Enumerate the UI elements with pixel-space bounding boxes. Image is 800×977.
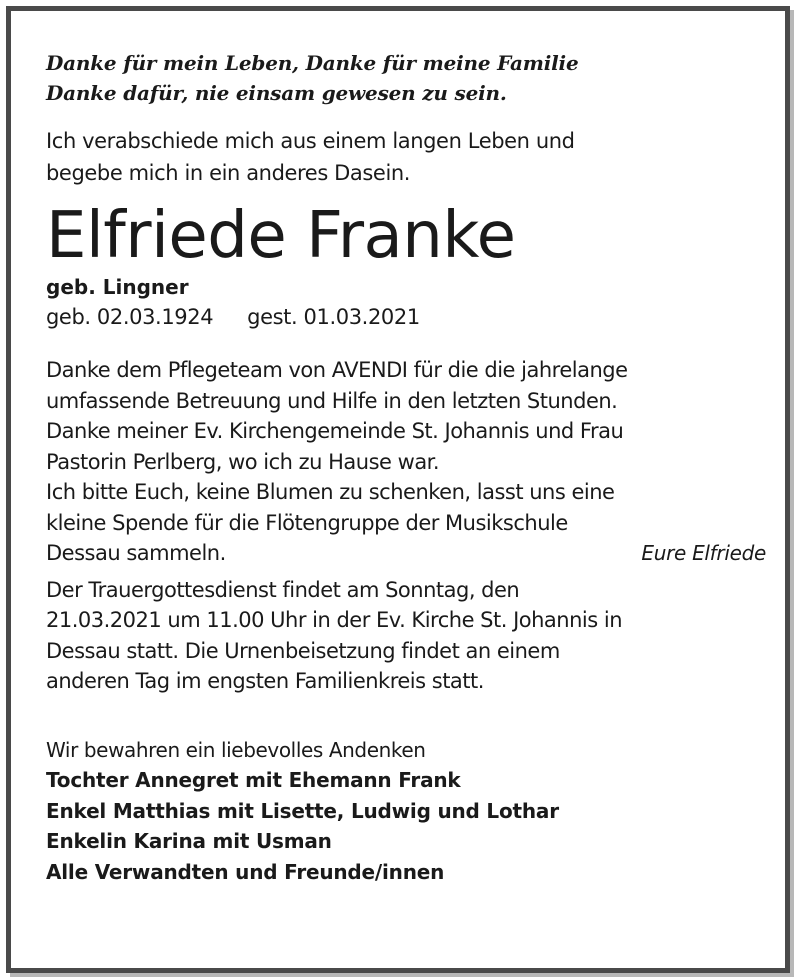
thanks-line: Dessau sammeln. — [46, 541, 226, 565]
motto — [46, 48, 766, 108]
deceased-name: Elfriede Franke — [46, 199, 516, 273]
intro-text — [46, 125, 766, 189]
thanks-line: umfassende Betreuung und Hilfe in den letzten Stunden. — [46, 388, 618, 413]
service-info — [46, 575, 766, 697]
signature: Eure Elfriede — [641, 541, 766, 565]
service-line: Der Trauergottesdienst findet am Sonntag, den — [46, 577, 520, 602]
life-dates — [46, 301, 766, 333]
maiden-name: geb. Lingner — [46, 275, 189, 299]
service-line: Dessau statt. Die Urnenbeisetzung findet an einem — [46, 638, 560, 663]
service-line: 21.03.2021 um 11.00 Uhr in der Ev. Kirche St. Johannis in — [46, 608, 623, 632]
thanks-line: Danke meiner Ev. Kirchengemeinde St. Johannis und Frau — [46, 419, 624, 443]
intro-line: begebe mich in ein anderes Dasein. — [46, 161, 411, 185]
thanks-line: Danke dem Pflegeteam von AVENDI für die die jahrelange — [46, 358, 628, 382]
death-date: gest. 01.03.2021 — [247, 305, 420, 329]
motto-line: Danke für mein Leben, Danke für meine Familie — [46, 51, 579, 75]
notice-frame — [6, 6, 790, 973]
mourners-list — [46, 765, 766, 887]
service-line: anderen Tag im engsten Familienkreis statt. — [46, 669, 484, 693]
mourner-entry: Alle Verwandten und Freunde/innen — [46, 859, 445, 884]
thanks-line: kleine Spende für die Flötengruppe der Musikschule — [46, 510, 568, 535]
thanks-line: Ich bitte Euch, keine Blumen zu schenken, lasst uns eine — [46, 480, 615, 504]
motto-line: Danke dafür, nie einsam gewesen zu sein. — [46, 81, 507, 105]
birth-date: geb. 02.03.1924 — [46, 305, 214, 329]
thanks-line: Pastorin Perlberg, wo ich zu Hause war. — [46, 449, 440, 474]
intro-line: Ich verabschiede mich aus einem langen Leben und — [46, 129, 575, 153]
thanks-last-row — [46, 538, 766, 569]
mourner-entry: Tochter Annegret mit Ehemann Frank — [46, 768, 461, 792]
notice-content — [46, 48, 766, 887]
mourner-entry: Enkelin Karina mit Usman — [46, 829, 332, 853]
mourner-entry: Enkel Matthias mit Lisette, Ludwig und Lothar — [46, 798, 559, 823]
thanks-text — [46, 355, 766, 569]
closing-text: Wir bewahren ein liebevolles Andenken — [46, 737, 426, 762]
